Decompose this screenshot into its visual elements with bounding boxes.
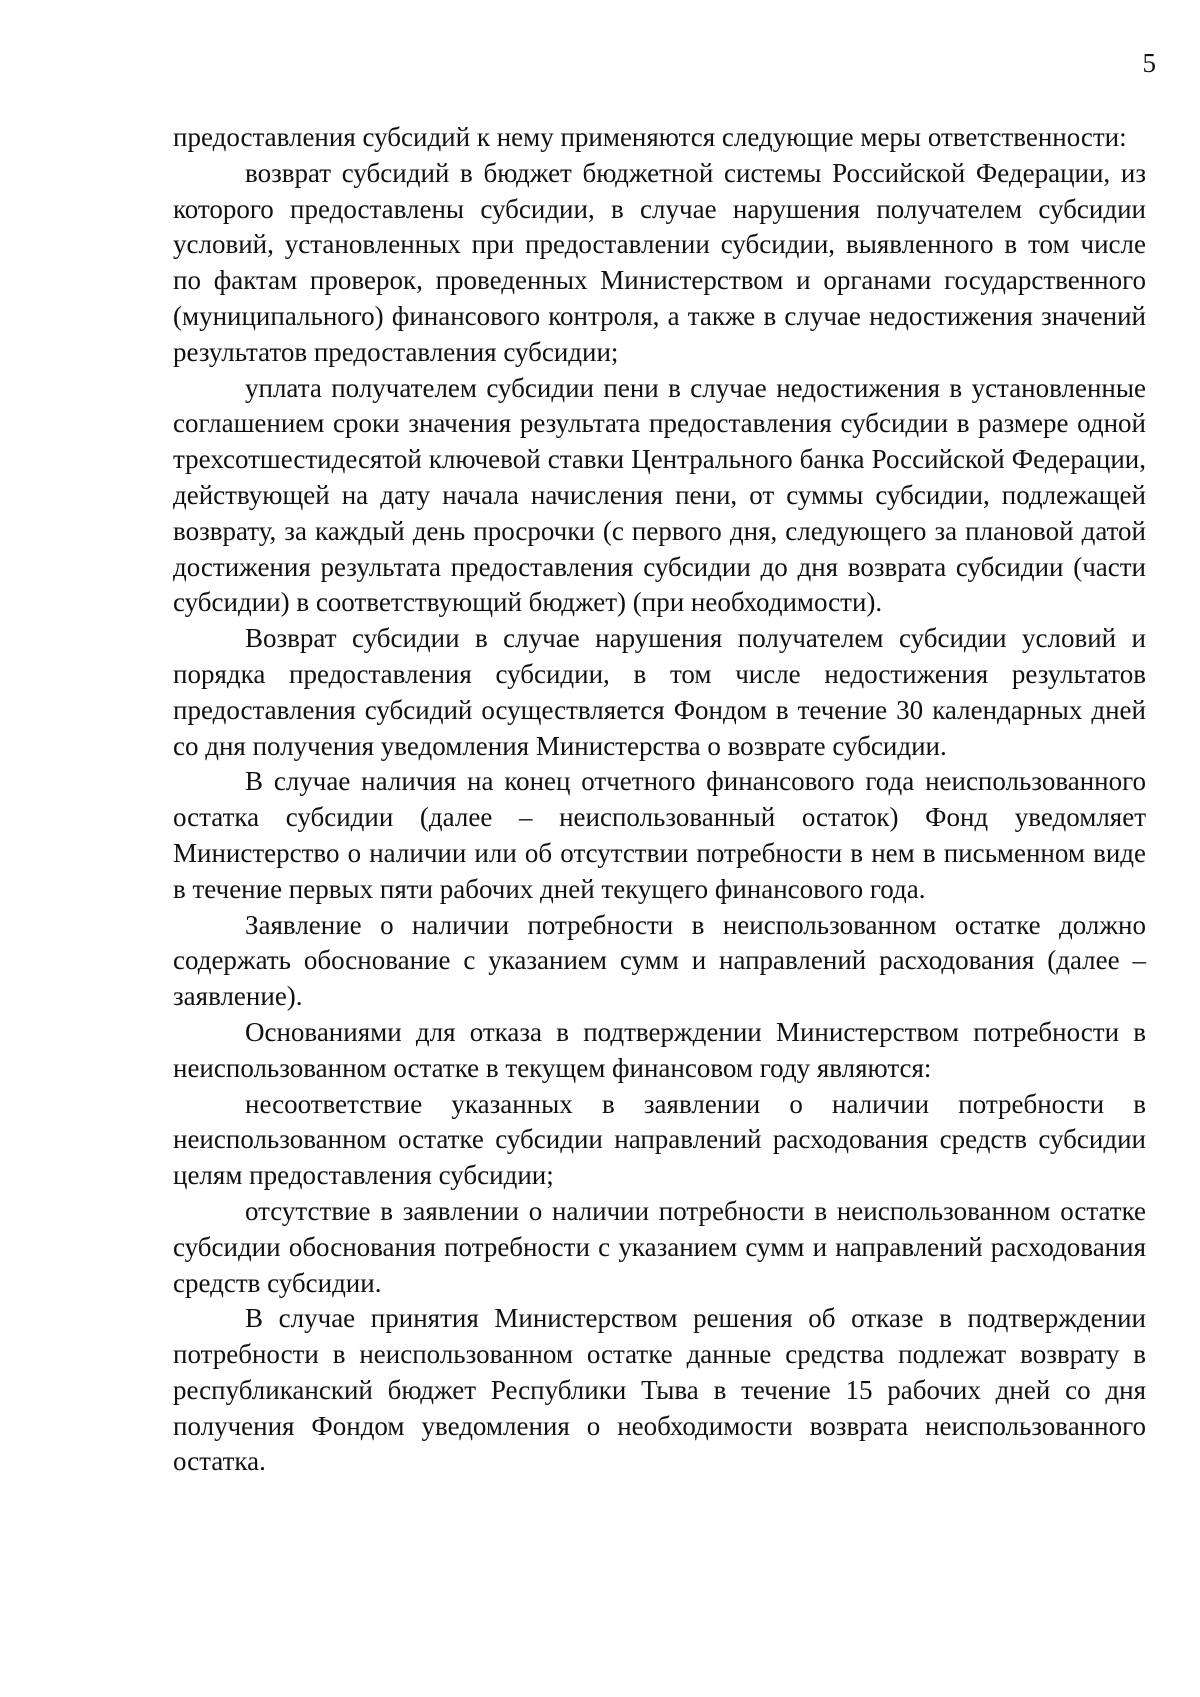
paragraph-penalty-measure: уплата получателем субсидии пени в случае недостижения в установленные соглашением сроки значения результата предоставления субсидии в размере одной трехсотшестидесятой ключевой ставки Центрального банка Российской Федерации, действующей на дату начала начисления пени, от суммы субсидии, подлежащей возврату, за каждый день просрочки (с первого дня, следующего за плановой датой достижения результата предоставления субсидии до дня возврата субсидии (части субсидии) в соответствующий бюджет) (при необходимости). (173, 372, 1146, 618)
paragraph-return-procedure: Возврат субсидии в случае нарушения получателем субсидии условий и порядка предоставления субсидии, в том числе недостижения результатов предоставления субсидий осуществляется Фондом в течение 30 календарных дней со дня получения уведомления Министерства о возврате субсидии. (173, 623, 1146, 761)
paragraph-subsidy-return-measure: возврат субсидий в бюджет бюджетной системы Российской Федерации, из которого предоставлены субсидии, в случае нарушения получателем субсидии условий, установленных при предоставлении субсидии, выявленного в том числе по фактам проверок, проведенных Министерством и органами государственного (муниципального) финансового контроля, а также в случае недостижения значений результатов предоставления субсидии; (173, 157, 1146, 367)
document-body (173, 120, 1146, 1480)
paragraph-unused-balance-notice: В случае наличия на конец отчетного финансового года неиспользованного остатка субсидии (далее – неиспользованный остаток) Фонд уведомляет Министерство о наличии или об отсутствии потребности в нем в письменном виде в течение первых пяти рабочих дней текущего финансового года. (173, 766, 1146, 904)
paragraph-refusal-grounds: Основаниями для отказа в подтверждении Министерством потребности в неиспользованном остатке в текущем финансовом году являются: (173, 1016, 1146, 1083)
paragraph-refusal-ground-no-justification: отсутствие в заявлении о наличии потребности в неиспользованном остатке субсидии обоснования потребности с указанием сумм и направлений расходования средств субсидии. (173, 1195, 1146, 1298)
page-number: 5 (1142, 48, 1156, 78)
paragraph-refusal-ground-mismatch: несоответствие указанных в заявлении о наличии потребности в неиспользованном остатке субсидии направлений расходования средств субсидии целям предоставления субсидии; (173, 1088, 1146, 1191)
paragraph-refusal-return: В случае принятия Министерством решения об отказе в подтверждении потребности в неиспользованном остатке данные средства подлежат возврату в республиканский бюджет Республики Тыва в течение 15 рабочих дней со дня получения Фондом уведомления о необходимости возврата неиспользованного остатка. (173, 1303, 1146, 1477)
paragraph-application-content: Заявление о наличии потребности в неиспользованном остатке должно содержать обоснование с указанием сумм и направлений расходования (далее – заявление). (173, 909, 1146, 1012)
paragraph-continuation: предоставления субсидий к нему применяются следующие меры ответственности: (173, 122, 1127, 152)
